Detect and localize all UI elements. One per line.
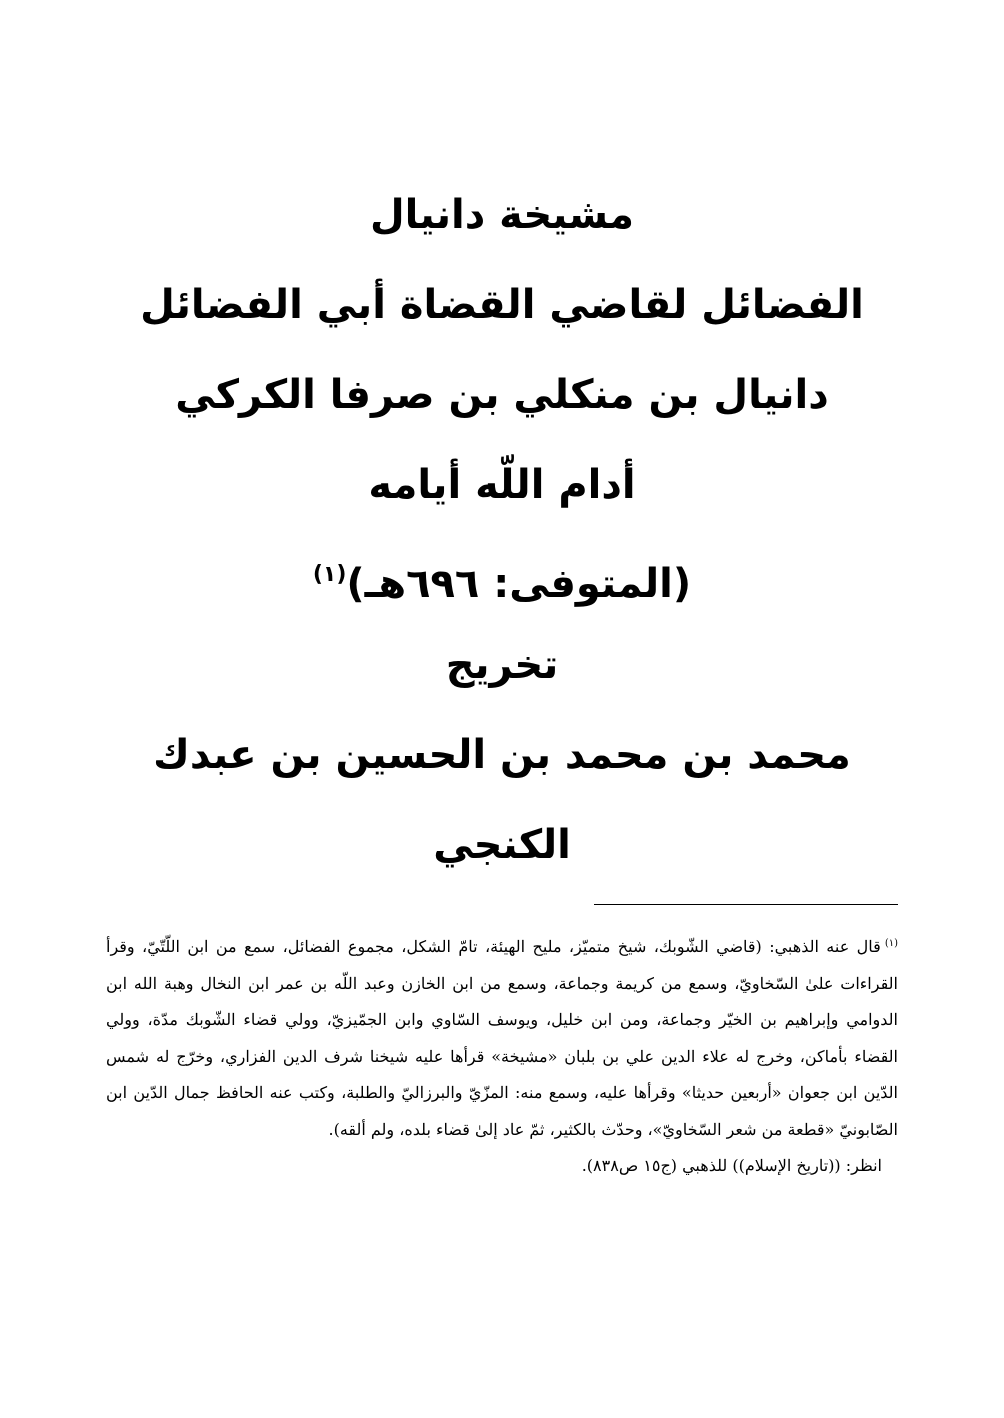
title-line-8: الكنجي (433, 822, 571, 868)
footnote-marker: (١) (884, 938, 898, 949)
title-line-1: مشيخة دانيال (369, 192, 635, 238)
death-date: (المتوفى: ٦٩٦هـ) (346, 561, 692, 607)
footnote-divider (594, 904, 898, 905)
footnote-reference: (١) (312, 562, 347, 587)
title-line-3: دانيال بن منكلي بن صرفا الكركي (175, 372, 829, 418)
title-block (100, 170, 904, 890)
footnote-body (106, 926, 898, 1148)
title-line-2: الفضائل لقاضي القضاة أبي الفضائل (140, 282, 864, 328)
title-line-5 (100, 530, 904, 620)
footnote-source: انظر: ((تاريخ الإسلام)) للذهبي (ج١٥ ص٨٣٨). (581, 1156, 882, 1175)
title-line-7: محمد بن محمد بن الحسين بن عبدك (153, 732, 851, 778)
footnote-text: قال عنه الذهبي: (قاضي الشّوبك، شيخ متميّز، مليح الهيئة، تامّ الشكل، مجموع الفضائل، سمع من ابن اللّتّيّ، وقرأ القراءات علىٰ السّخاويّ، وسمع من كريمة وجماعة، وسمع من ابن الخازن وعبد اللّه بن عمر ابن النخال وهبة الله ابن الدوامي وإبراهيم بن الخيّر وجماعة، ومن ابن خليل، ويوسف السّاوي وابن الجمّيزيّ، وولي قضاء الشّوبك مدّة، وولي القضاء بأماكن، وخرج له علاء الدين علي بن بلبان «مشيخة» قرأها عليه شيخنا شرف الدين الفزاري، وخرّج له شمس الدّين ابن جعوان «أربعين حديثا» وقرأها عليه، وسمع منه: المزّيّ والبرزاليّ والطلبة، وكتب عنه الحافظ جمال الدّين ابن الصّابونيّ «قطعة من شعر السّخاويّ»، وحدّث بالكثير، ثمّ عاد إلىٰ قضاء بلده، ولم ألقه). (106, 937, 898, 1139)
title-line-6: تخريج (445, 642, 559, 688)
footnote (106, 926, 898, 1185)
title-line-4: أدام اللّه أيامه (368, 462, 636, 508)
